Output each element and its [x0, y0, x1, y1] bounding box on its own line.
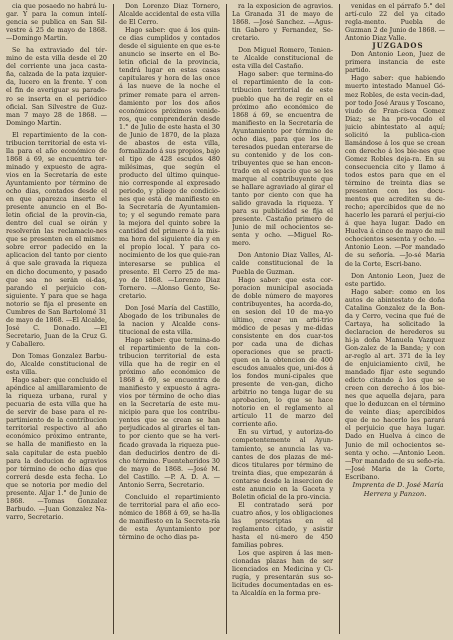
column-2: [119, 2, 220, 636]
paragraph: Don José María del Castillo, Abogado de los tribunales de la nacion y Alcalde cons-titucional de esta villa.: [119, 303, 220, 336]
paragraph: Don Antonio Leon, Juez de primera instancia de este partido.: [345, 50, 445, 75]
paragraph: Hago saber: que termina-do el repartimiento de la con-tribucion territorial de este pueblo que ha de regir en el próximo año económico de 1868 á 69, se encuentra de manifiesto en la Secretaría de Ayuntamiento por término de ocho dias, para que los in-teresados puedan enterarse de su contenido y de los con-tribuyentes que se han encon-trado en el espacio que se les marque al contribuyente que se hallare agraviado al girar el tanto por ciento con que ha salido gravada la riqueza. Y para su publicidad se fija el presente. Castaño primero de Junio de mil ochocientos se-senta y ocho. —Miguel Ro-mero.: [232, 70, 333, 248]
paragraph: El repartimiento de la con-tribucion territorial de esta vi-lla para el año económico de 1868 á 69, se encuentra ter-minado y expuesto de agra-vios en la Secretaría de este Ayuntamiento por término de ocho dias, contados desde el en que aparezca inserto el presente anuncio en el Bo-letin oficial de la provin-cia, dentro del cual se oirán y resolverán las reclamacio-nes que se presenten en el mismo: sobre error padecido en la aplicacion del tanto por ciento á que sale gravada la riqueza en dicho documento, y pasado que sea no serán oi-das, parando el perjuicio con-siguiente. Y para que se haga notorio se fija el presente en Cumbres de San Bartolomé 31 de mayo de 1868. —El Alcalde, José C. Donado. —El Secretario, Juan de la Cruz G. y Caballero.: [6, 130, 107, 348]
paragraph: Concluido el repartimiento de territorial para el año eco-nómico de 1868 á 69, se ha-lla de manifiesto en la Secreta-ría de esta Ayuntamiento por término de ocho dias pa-: [119, 492, 220, 542]
paragraph: El contratado será por cuatro años, y los obligaciones las prescriptas en el reglamento citado, y asistir hasta el nú-mero de 450 familias pobres.: [232, 500, 333, 550]
paragraph: Hago saber: que concluido el apéndice al amillaramiento de la riqueza urbana, rural y pecuaria de esta villa que ha de servir de base para el re-partimiento de la contribucion territorial respectivo al año económico próximo entrante, se halla de manifiesto en la sala capitular de esta pueblo para la deducion de agravios por término de ocho dias que correrá desde esta fecha. Lo que se notoria por medio del presente. Aljar 1.° de Junio de 1868. —Tomas Gonzalez Barbudo. —Juan Gonzalez Na-varro, Secretario.: [6, 376, 107, 521]
paragraph: Don Antonio Diaz Valles, Al-calde constitucional de la Puebla de Guzman.: [232, 251, 333, 276]
paragraph: Don Tomas Gonzalez Barbu-do, Alcalde constitucional de esta villa.: [6, 351, 107, 377]
column-rule: [339, 4, 340, 634]
column-rule: [226, 4, 227, 634]
paragraph: Don Miguel Romero, Tenien-te Alcalde constitucional de esta villa del Castaño.: [232, 46, 333, 71]
paragraph: Hago saber: que termina-do el repartimiento de la con-tribucion territorial de esta villa que ha de regir en el próximo año económico de 1868 á 69, se encuentra de manifiesto y expuesto á agra-vios por término de ocho dias en la Secretaría de este mu-nicipio para que los contribu-yentes que se crean se han perjudicados al girarles el tan-to por ciento que se ha veri-ficado gravada la riqueza pue-dan deducirlos dentro de di-cho término. Fuenteheridos 30 de mayo de 1868. —José M. del Castillo. —P. A. D. A. —Antonio Serra, Secretario.: [119, 335, 220, 489]
section-heading: JUZGADOS: [372, 41, 424, 51]
paragraph: Se ha extraviado del tér-mino de esta villa desde el 20 del corriente una jaca casta-ña, calzada de la pata izquier-da, lucero en la frente. Y con el fin de averiguar su parade-ro se inserta en el periódico oficial. San Silvestre de Guz-man 7 mayo 28 de 1868. —Domingo Martin.: [6, 46, 107, 127]
paragraph: ra la exposicion de agravios. La Granada 31 de mayo de 1868. —José Sanchez. —Agus-tin Gabero y Fernandez, Se-cretario.: [232, 2, 333, 43]
paragraph: En su virtud, y autoriza-do competentemente al Ayun-tamiento, se anuncia las va-cantes de dos plazas de mé-dicos titulares por término de treinta dias, que empezarán á contarse desde la insercion de este anuncio en la Gaceta y Boletin oficial de la pro-vincia.: [232, 428, 333, 501]
paragraph: Hago saber: como en los autos de abintestato de doña Catalina Gonzalez de la Bon-da y Cerro, vecina que fué de Cartaya, ha solicitado la declaracion de herederos su hi-ja doña Manuela Vazquez Gon-zalez de la Banda; y con ar-reglo al art. 371 de la ley de enjuiciamiento civil, he mandado fijar este segundo edicto citando á los que se creen con derecho á los bie-nes que aquella dejara, para que lo deduzcan en el término de veinte dias; apercibidos que de no hacerlo les parará el perjuicio que haya lugar. Dado en Huelva á cinco de Junio de mil ochocientos se-senta y ocho. —Antonio Leon. —Por mandado de su seño-ría. —José Maria de la Corte, Escribano.: [345, 287, 445, 481]
paragraph: Los que aspiren á las men-cionadas plazas han de ser licenciados en Medicina y Ci-rugía, y presentarán sus so-licitudes documentadas en es-ta Alcaldía en la forma pre-: [232, 549, 333, 598]
paragraph: Don Lorenzo Diaz Tornero, Alcalde accidental de esta villa de El Cerro.: [119, 2, 220, 27]
column-1: [6, 2, 107, 636]
paragraph: Hago saber: que habiendo muerto intestado Manuel Gó-mez Robles, de esta vecin-dad, por todo José Araus y Toscano, viudo de Fran-cisca Gomez Diaz; se ha pro-vocado el juicio abintestato al aquí; solicitó la publica-cion llamándose á los que se crean con derecho á los bie-nes que Gomez Robles deja-ra. En su consecuencia cito y llamo á todos estos para que en el término de treinta dias se presenten con los docu-mentos que acrediten su de-recho; apercibidos que de no hacerlo les parará el perjui-cio á que haya lugar. Dado en Huelva á cinco de mayo de mil ochocientos sesenta y ocho. —Antonio Leon. —Por mandado de su señoría. —Jo-sé Maria de la Corte, Escri-bano.: [345, 74, 445, 268]
paragraph: venidas en el párrafo 5.° del artí-culo 22 del ya citado regla-mento. Puebla de Guzman 2 de Junio de 1868. —Antonio Diaz Valle.: [345, 2, 445, 43]
column-4: [345, 2, 445, 636]
paragraph: Hago saber: que á los quin-ce dias cumplidos y contados desde el siguiente en que es-te anuncio se inserte en el Bo-letin oficial de la provincia, tendrá lugar en estas casas capitulares y hora de las once á las nueve de la noche el primer remate para el arren-damiento por los dos años económicos próximos venide-ros, que comprenderán desde 1.° de Julio de este hasta el 30 de Junio de 1870, de la plaza de abastos de esta villa, formalizado á sus propios, bajo el tipo de 428 escudos 480 milésimas, que según el producto del último quinque-nio corresponde al expresado periodo, y pliego de condicio-nes que está de manifiesto en la Secretaría de Ayuntamien-to; y el segundo remate para la mejora del quinto sobre la cantidad del primero á la mis-ma hora del siguiente dia y en el propio local. Y para co-nocimiento de los que quie-ran interesarse se publica el presente. El Cerro 25 de ma-yo de 1868. —Lorenzo Diaz Tornero. —Alonso Gento, Se-cretario.: [119, 26, 220, 300]
column-rule: [113, 4, 114, 634]
paragraph: Hago saber: que esta cor-poracion municipal asociada de doble número de mayores contribuyentes, ha acorda-do, en sesion del 10 de ma-yo último, crear un arbi-trio módico de pesas y me-didas consistente en dos cuar-tos por cada una de dichas operaciones que se practi-quen en la obtencion de 400 escudos anuales que, uni-dos á los fondos muni-cipales que presente de ven-gan, dicho arbitrio no tenga lugar de su aprobacion, lo que se hace notorio en el reglamento al artículo 11 de marzo del corriente año.: [232, 275, 333, 429]
column-3: [232, 2, 333, 636]
paragraph: cia que posaedo no habrá lu-gar. Y para la comun intelí-gencia se publica en San Sil-vestre á 25 de mayo de 1868. —Domingo Martin.: [6, 2, 107, 43]
printer-imprint: Imprenta de D. José María Herrera y Panzon.: [352, 480, 444, 498]
paragraph: Don Antonio Leon, Juez de este partido.: [345, 271, 445, 288]
